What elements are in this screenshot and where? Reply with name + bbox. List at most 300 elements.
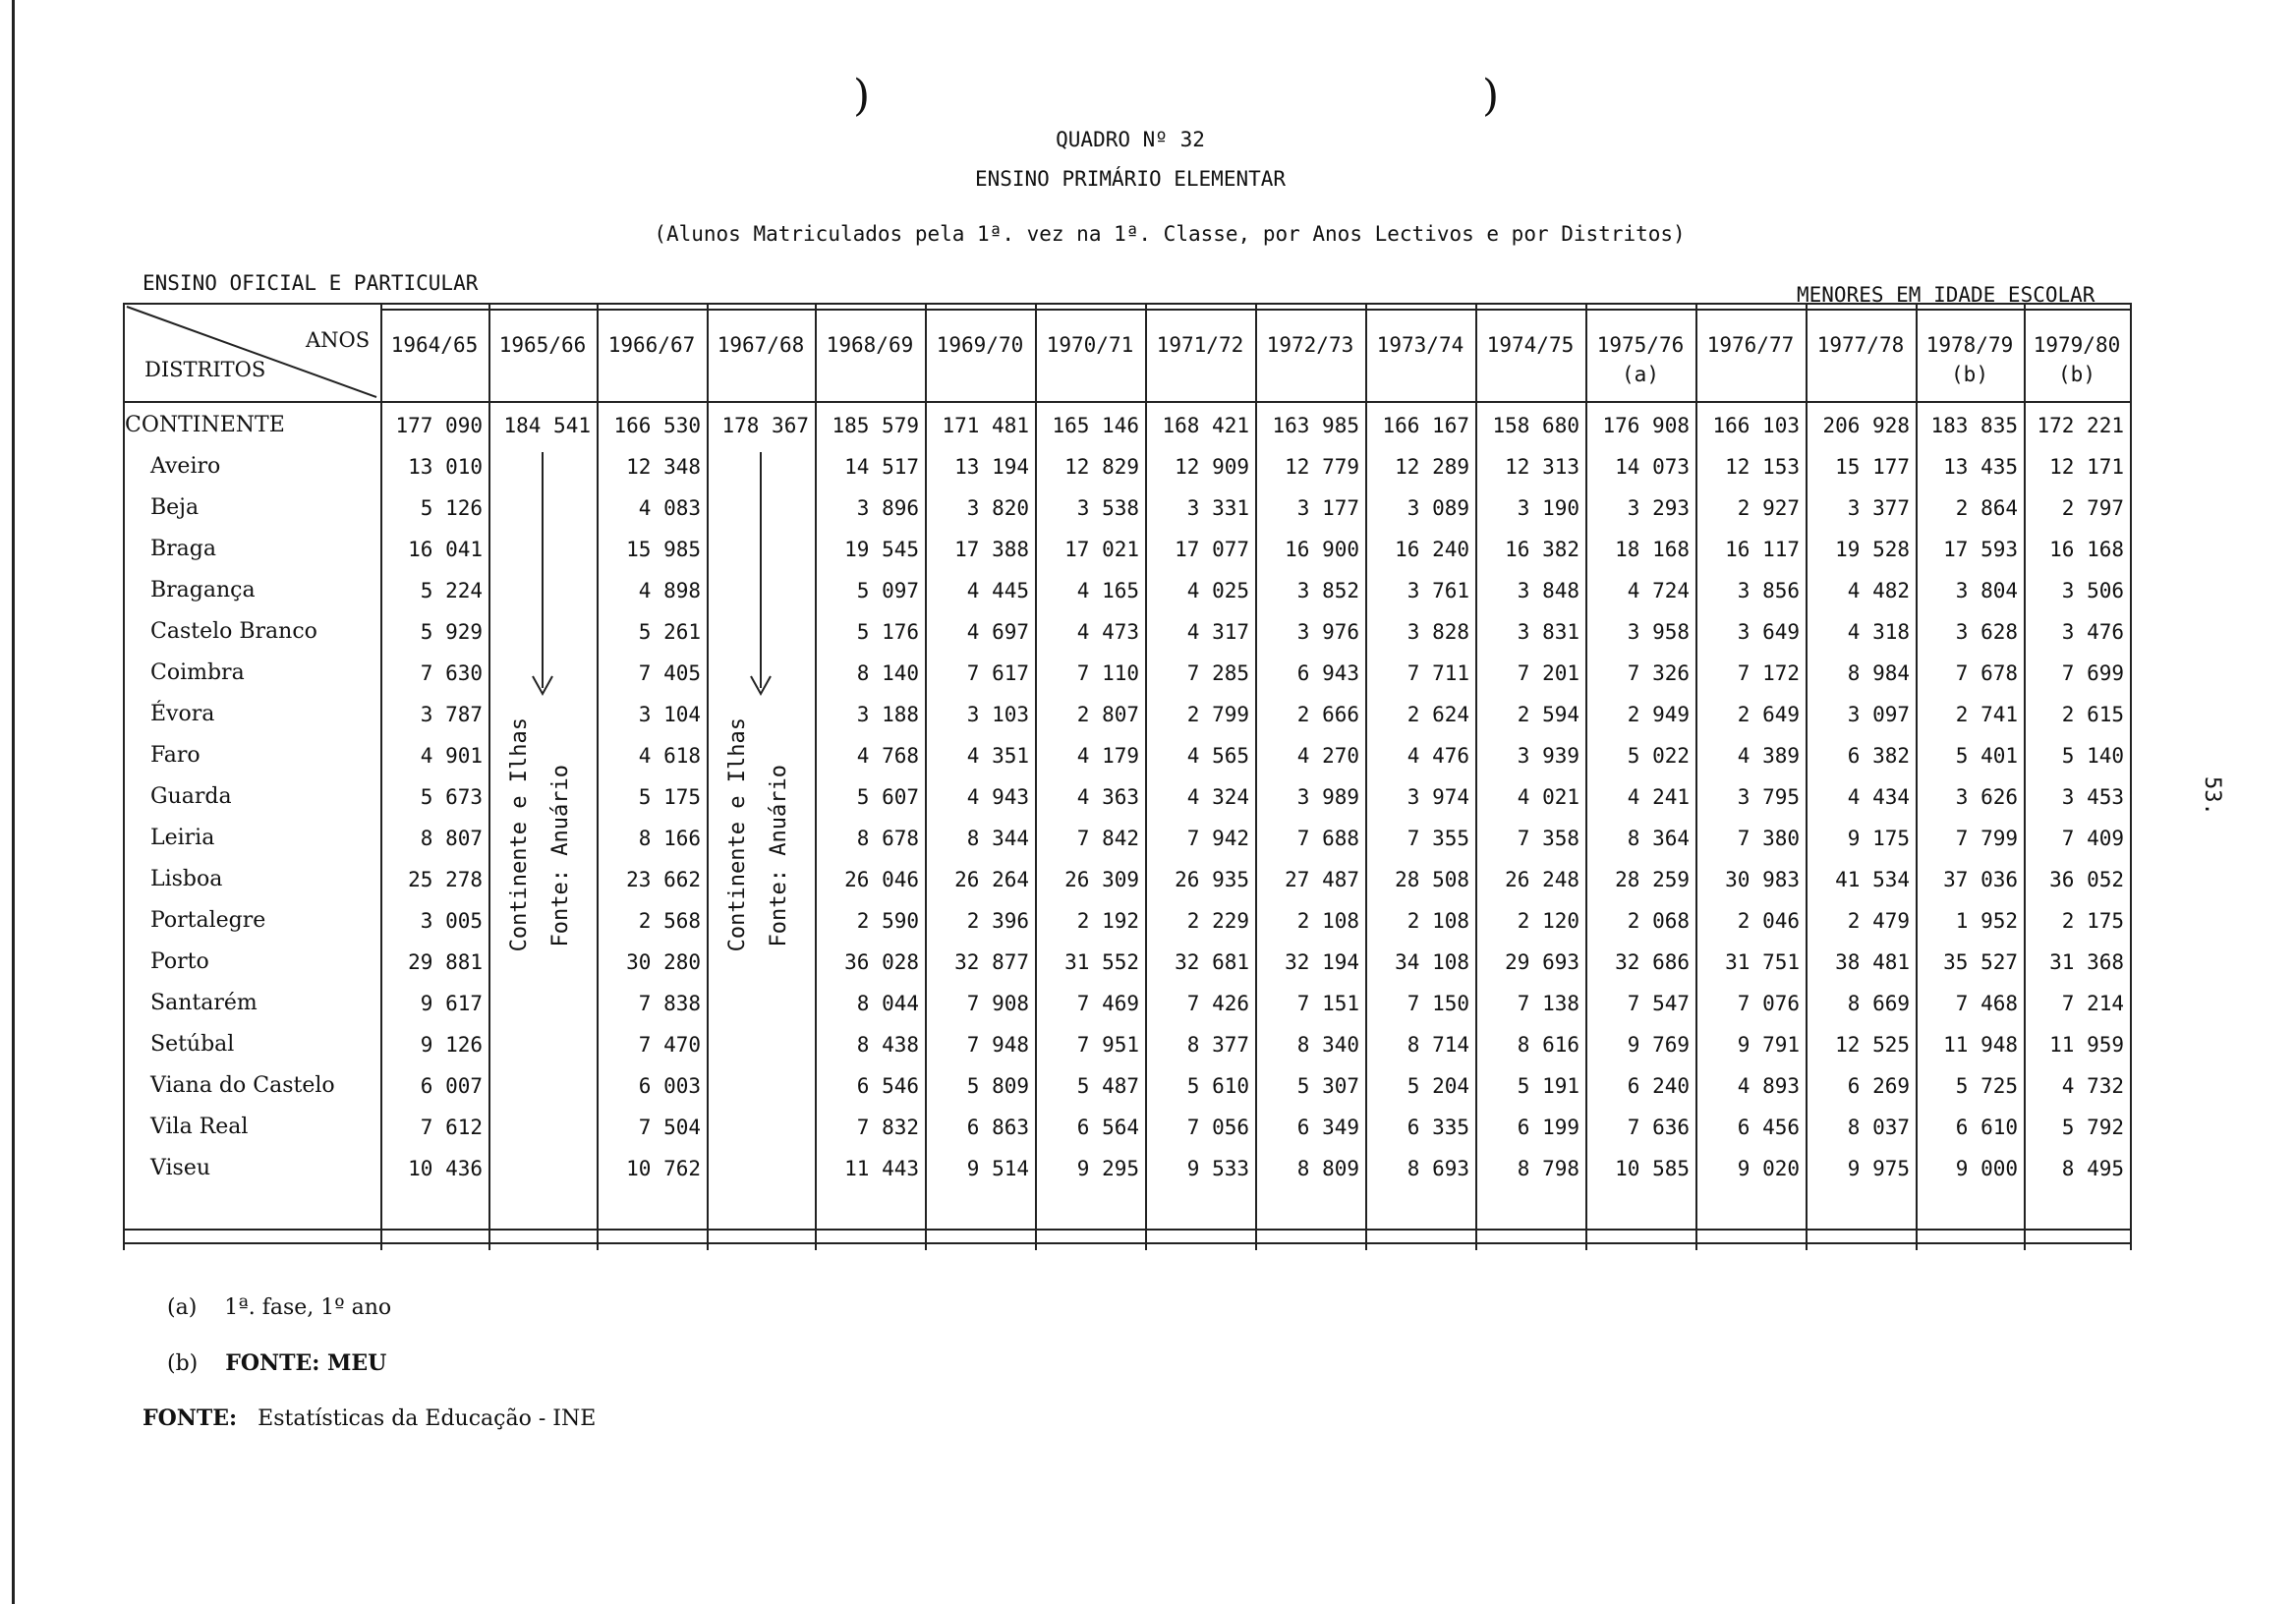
year-label: 1972/73	[1266, 333, 1354, 357]
table-cell: 3 097	[1847, 703, 1910, 726]
table-cell: 5 929	[420, 620, 483, 644]
table-cell: 7 547	[1627, 992, 1690, 1015]
table-cell: 7 214	[2061, 992, 2124, 1015]
table-cell: 12 289	[1395, 455, 1469, 479]
table-cell: 7 504	[638, 1116, 701, 1139]
total-row-label: CONTINENTE	[125, 413, 285, 437]
table-cell: 27 487	[1285, 868, 1359, 891]
table-cell: 16 117	[1725, 538, 1800, 561]
table-cell: 36 028	[844, 950, 919, 974]
vertical-note-coverage: Continente e Ilhas	[507, 717, 532, 952]
down-arrow-icon	[746, 452, 775, 698]
year-label: 1968/69	[826, 333, 914, 357]
table-cell: 2 479	[1847, 909, 1910, 933]
table-cell: 7 201	[1517, 661, 1579, 685]
district-name: Viana do Castelo	[150, 1073, 335, 1098]
table-cell: 32 686	[1615, 950, 1690, 974]
year-header	[1035, 330, 1145, 360]
table-cell: 26 935	[1175, 868, 1249, 891]
table-cell: 3 626	[1955, 785, 2018, 809]
table-cell: 3 506	[2061, 579, 2124, 602]
table-cell: 41 534	[1835, 868, 1910, 891]
table-cell: 9 020	[1737, 1157, 1800, 1180]
table-cell: 12 348	[626, 455, 701, 479]
table-row-rule	[123, 303, 2130, 305]
year-label: 1975/76	[1596, 333, 1685, 357]
table-cell: 6 335	[1406, 1116, 1469, 1139]
table-cell: 15 985	[626, 538, 701, 561]
table-cell: 3 896	[856, 496, 919, 520]
table-cell: 19 528	[1835, 538, 1910, 561]
table-cell: 5 176	[856, 620, 919, 644]
table-cell: 2 568	[638, 909, 701, 933]
table-cell: 28 508	[1395, 868, 1469, 891]
table-cell: 5 175	[638, 785, 701, 809]
year-label: 1964/65	[390, 333, 479, 357]
table-cell: 8 364	[1627, 827, 1690, 850]
vertical-note-source: Fonte: Anuário	[767, 765, 791, 947]
table-cell: 4 943	[966, 785, 1029, 809]
year-header	[1806, 330, 1916, 360]
table-cell: 16 900	[1285, 538, 1359, 561]
table-cell: 9 791	[1737, 1033, 1800, 1057]
corner-diagonal	[123, 303, 380, 401]
table-cell: 31 368	[2049, 950, 2124, 974]
enrollment-table	[123, 303, 2138, 1250]
table-cell: 17 388	[954, 538, 1029, 561]
scan-mark-left: )	[853, 71, 871, 121]
table-cell: 9 769	[1627, 1033, 1690, 1057]
footnote-a-mark: (a)	[167, 1295, 198, 1320]
corner-districts-label: DISTRITOS	[144, 358, 266, 381]
table-cell: 5 610	[1186, 1074, 1249, 1098]
table-cell: 8 807	[420, 827, 483, 850]
table-cell: 16 168	[2049, 538, 2124, 561]
table-cell: 10 436	[408, 1157, 483, 1180]
table-cell: 7 711	[1406, 661, 1469, 685]
year-label: 1973/74	[1376, 333, 1464, 357]
table-cell: 6 003	[638, 1074, 701, 1098]
table-cell: 6 269	[1847, 1074, 1910, 1098]
table-cell: 7 468	[1955, 992, 2018, 1015]
district-name: Beja	[150, 495, 200, 520]
table-cell: 4 434	[1847, 785, 1910, 809]
table-cell: 28 259	[1615, 868, 1690, 891]
table-cell: 2 649	[1737, 703, 1800, 726]
table-cell: 16 041	[408, 538, 483, 561]
table-cell: 10 585	[1615, 1157, 1690, 1180]
right-category-label: MENORES EM IDADE ESCOLAR	[1797, 283, 2095, 307]
table-cell: 3 476	[2061, 620, 2124, 644]
table-cell: 12 525	[1835, 1033, 1910, 1057]
table-cell: 2 615	[2061, 703, 2124, 726]
table-cell: 3 188	[856, 703, 919, 726]
table-cell: 13 010	[408, 455, 483, 479]
table-cell: 15 177	[1835, 455, 1910, 479]
table-cell: 16 240	[1395, 538, 1469, 561]
table-cell: 30 280	[626, 950, 701, 974]
table-cell: 13 194	[954, 455, 1029, 479]
table-cell: 4 893	[1737, 1074, 1800, 1098]
footnote-b-text: FONTE: MEU	[225, 1350, 387, 1376]
table-cell: 8 678	[856, 827, 919, 850]
table-cell: 7 678	[1955, 661, 2018, 685]
table-cell: 2 590	[856, 909, 919, 933]
footnote-b-mark: (b)	[167, 1351, 199, 1376]
table-cell: 4 732	[2061, 1074, 2124, 1098]
table-cell: 7 151	[1296, 992, 1359, 1015]
table-cell: 6 382	[1847, 744, 1910, 768]
year-header	[815, 330, 925, 360]
footnote-b	[167, 1350, 386, 1376]
table-cell: 6 863	[966, 1116, 1029, 1139]
table-cell: 14 517	[844, 455, 919, 479]
table-cell: 3 939	[1517, 744, 1579, 768]
table-cell: 8 140	[856, 661, 919, 685]
table-cell: 4 476	[1406, 744, 1469, 768]
district-name: Faro	[150, 743, 201, 768]
table-cell: 30 983	[1725, 868, 1800, 891]
table-cell: 6 546	[856, 1074, 919, 1098]
table-description: (Alunos Matriculados pela 1ª. vez na 1ª. Classe, por Anos Lectivos e por Distritos)	[654, 222, 1686, 246]
table-cell: 26 046	[844, 868, 919, 891]
table-cell: 5 140	[2061, 744, 2124, 768]
vertical-note-source: Fonte: Anuário	[548, 765, 573, 947]
table-cell: 8 044	[856, 992, 919, 1015]
table-cell: 3 761	[1406, 579, 1469, 602]
table-row-rule	[123, 401, 2130, 403]
table-cell: 7 409	[2061, 827, 2124, 850]
table-cell: 184 541	[503, 414, 591, 437]
table-cell: 7 842	[1076, 827, 1139, 850]
table-cell: 172 221	[2037, 414, 2124, 437]
table-cell: 4 165	[1076, 579, 1139, 602]
table-cell: 5 487	[1076, 1074, 1139, 1098]
year-label: 1977/78	[1816, 333, 1905, 357]
table-cell: 3 190	[1517, 496, 1579, 520]
table-row-rule	[380, 309, 2130, 311]
table-cell: 7 380	[1737, 827, 1800, 850]
table-cell: 3 453	[2061, 785, 2124, 809]
table-cell: 7 688	[1296, 827, 1359, 850]
source-note	[143, 1405, 596, 1431]
year-header	[707, 330, 815, 360]
year-label: 1966/67	[607, 333, 696, 357]
table-cell: 38 481	[1835, 950, 1910, 974]
year-header	[1475, 330, 1585, 360]
table-cell: 8 377	[1186, 1033, 1249, 1057]
table-cell: 2 594	[1517, 703, 1579, 726]
table-row-rule	[123, 1242, 2130, 1244]
table-cell: 7 470	[638, 1033, 701, 1057]
table-cell: 31 552	[1064, 950, 1139, 974]
table-cell: 3 828	[1406, 620, 1469, 644]
table-title: ENSINO PRIMÁRIO ELEMENTAR	[974, 167, 1287, 191]
page-number: 53.	[2200, 776, 2224, 816]
year-header	[1145, 330, 1255, 360]
table-cell: 2 120	[1517, 909, 1579, 933]
footnote-a	[167, 1295, 391, 1320]
year-footnote-mark: (a)	[1622, 363, 1659, 386]
table-cell: 34 108	[1395, 950, 1469, 974]
table-cell: 4 697	[966, 620, 1029, 644]
table-cell: 5 126	[420, 496, 483, 520]
table-column-rule	[2130, 303, 2132, 1250]
table-cell: 17 593	[1943, 538, 2018, 561]
table-cell: 8 166	[638, 827, 701, 850]
table-cell: 7 942	[1186, 827, 1249, 850]
table-cell: 3 177	[1296, 496, 1359, 520]
table-cell: 6 199	[1517, 1116, 1579, 1139]
left-category-label: ENSINO OFICIAL E PARTICULAR	[143, 271, 479, 295]
table-cell: 5 261	[638, 620, 701, 644]
table-cell: 9 617	[420, 992, 483, 1015]
table-cell: 11 948	[1943, 1033, 2018, 1057]
table-cell: 4 317	[1186, 620, 1249, 644]
table-cell: 4 025	[1186, 579, 1249, 602]
table-cell: 5 307	[1296, 1074, 1359, 1098]
table-cell: 8 037	[1847, 1116, 1910, 1139]
district-name: Coimbra	[150, 660, 245, 685]
table-cell: 6 007	[420, 1074, 483, 1098]
table-cell: 32 877	[954, 950, 1029, 974]
table-cell: 5 191	[1517, 1074, 1579, 1098]
table-cell: 8 693	[1406, 1157, 1469, 1180]
table-cell: 3 649	[1737, 620, 1800, 644]
district-name: Portalegre	[150, 908, 266, 933]
table-cell: 3 804	[1955, 579, 2018, 602]
footnote-a-text: 1ª. fase, 1º ano	[224, 1295, 392, 1320]
table-cell: 3 974	[1406, 785, 1469, 809]
table-cell: 7 285	[1186, 661, 1249, 685]
corner-years-label: ANOS	[306, 328, 371, 352]
vertical-note-coverage: Continente e Ilhas	[725, 717, 750, 952]
table-cell: 8 714	[1406, 1033, 1469, 1057]
source-text: Estatísticas da Educação - INE	[258, 1406, 597, 1431]
table-cell: 7 951	[1076, 1033, 1139, 1057]
table-cell: 3 989	[1296, 785, 1359, 809]
table-cell: 7 138	[1517, 992, 1579, 1015]
table-cell: 3 005	[420, 909, 483, 933]
table-cell: 5 607	[856, 785, 919, 809]
table-cell: 3 104	[638, 703, 701, 726]
year-header	[597, 330, 707, 360]
table-cell: 3 293	[1627, 496, 1690, 520]
table-cell: 3 628	[1955, 620, 2018, 644]
district-name: Santarém	[150, 991, 258, 1015]
table-cell: 7 405	[638, 661, 701, 685]
district-name: Aveiro	[150, 454, 221, 479]
table-cell: 7 056	[1186, 1116, 1249, 1139]
district-name: Porto	[150, 949, 209, 974]
table-cell: 4 389	[1737, 744, 1800, 768]
table-cell: 8 798	[1517, 1157, 1579, 1180]
table-cell: 178 367	[721, 414, 809, 437]
district-name: Braga	[150, 537, 216, 561]
table-cell: 2 666	[1296, 703, 1359, 726]
district-name: Viseu	[150, 1156, 211, 1180]
table-cell: 5 673	[420, 785, 483, 809]
table-cell: 158 680	[1492, 414, 1579, 437]
table-cell: 2 192	[1076, 909, 1139, 933]
table-cell: 7 469	[1076, 992, 1139, 1015]
year-footnote-mark: (b)	[1951, 363, 1988, 386]
table-cell: 3 852	[1296, 579, 1359, 602]
year-label: 1965/66	[498, 333, 587, 357]
year-label: 1979/80	[2033, 333, 2121, 357]
district-name: Bragança	[150, 578, 256, 602]
scan-mark-right: )	[1482, 71, 1500, 121]
table-cell: 4 618	[638, 744, 701, 768]
table-cell: 31 751	[1725, 950, 1800, 974]
table-cell: 9 000	[1955, 1157, 2018, 1180]
table-cell: 7 908	[966, 992, 1029, 1015]
district-name: Castelo Branco	[150, 619, 317, 644]
table-cell: 7 355	[1406, 827, 1469, 850]
table-cell: 13 435	[1943, 455, 2018, 479]
table-cell: 2 108	[1296, 909, 1359, 933]
table-cell: 3 787	[420, 703, 483, 726]
table-cell: 9 975	[1847, 1157, 1910, 1180]
table-cell: 17 077	[1175, 538, 1249, 561]
table-cell: 1 952	[1955, 909, 2018, 933]
year-footnote-mark: (b)	[2058, 363, 2095, 386]
table-cell: 4 482	[1847, 579, 1910, 602]
table-cell: 171 481	[942, 414, 1029, 437]
table-cell: 6 943	[1296, 661, 1359, 685]
year-header	[1695, 330, 1806, 360]
table-cell: 7 612	[420, 1116, 483, 1139]
table-cell: 7 630	[420, 661, 483, 685]
table-cell: 8 438	[856, 1033, 919, 1057]
table-cell: 4 241	[1627, 785, 1690, 809]
table-cell: 7 617	[966, 661, 1029, 685]
table-cell: 2 807	[1076, 703, 1139, 726]
table-cell: 8 344	[966, 827, 1029, 850]
table-cell: 3 820	[966, 496, 1029, 520]
table-cell: 7 426	[1186, 992, 1249, 1015]
table-cell: 12 909	[1175, 455, 1249, 479]
table-cell: 12 153	[1725, 455, 1800, 479]
table-number: QUADRO Nº 32	[1056, 128, 1205, 151]
year-label: 1967/68	[717, 333, 805, 357]
table-cell: 5 725	[1955, 1074, 2018, 1098]
table-cell: 6 564	[1076, 1116, 1139, 1139]
table-cell: 2 046	[1737, 909, 1800, 933]
table-cell: 5 809	[966, 1074, 1029, 1098]
year-label: 1970/71	[1046, 333, 1134, 357]
table-cell: 206 928	[1822, 414, 1910, 437]
table-cell: 9 126	[420, 1033, 483, 1057]
table-cell: 176 908	[1602, 414, 1690, 437]
table-cell: 185 579	[832, 414, 919, 437]
table-cell: 3 331	[1186, 496, 1249, 520]
table-cell: 29 693	[1505, 950, 1579, 974]
table-cell: 3 848	[1517, 579, 1579, 602]
table-cell: 3 831	[1517, 620, 1579, 644]
year-label: 1976/77	[1706, 333, 1795, 357]
table-cell: 8 809	[1296, 1157, 1359, 1180]
table-cell: 37 036	[1943, 868, 2018, 891]
year-header	[1585, 330, 1695, 389]
table-cell: 3 976	[1296, 620, 1359, 644]
table-cell: 4 351	[966, 744, 1029, 768]
table-cell: 16 382	[1505, 538, 1579, 561]
table-cell: 4 445	[966, 579, 1029, 602]
table-cell: 2 229	[1186, 909, 1249, 933]
table-cell: 3 856	[1737, 579, 1800, 602]
table-cell: 4 901	[420, 744, 483, 768]
table-cell: 4 270	[1296, 744, 1359, 768]
table-cell: 3 377	[1847, 496, 1910, 520]
district-name: Vila Real	[150, 1115, 249, 1139]
table-cell: 3 103	[966, 703, 1029, 726]
table-cell: 4 324	[1186, 785, 1249, 809]
district-name: Setúbal	[150, 1032, 235, 1057]
table-cell: 3 538	[1076, 496, 1139, 520]
year-header	[2024, 330, 2130, 389]
year-label: 1971/72	[1156, 333, 1244, 357]
table-cell: 35 527	[1943, 950, 2018, 974]
table-cell: 4 565	[1186, 744, 1249, 768]
table-cell: 25 278	[408, 868, 483, 891]
table-cell: 4 473	[1076, 620, 1139, 644]
table-cell: 4 318	[1847, 620, 1910, 644]
table-cell: 2 108	[1406, 909, 1469, 933]
table-cell: 7 110	[1076, 661, 1139, 685]
year-header	[1255, 330, 1365, 360]
table-cell: 3 958	[1627, 620, 1690, 644]
table-cell: 7 832	[856, 1116, 919, 1139]
table-cell: 4 363	[1076, 785, 1139, 809]
table-cell: 18 168	[1615, 538, 1690, 561]
table-cell: 177 090	[395, 414, 483, 437]
table-cell: 7 076	[1737, 992, 1800, 1015]
table-cell: 26 309	[1064, 868, 1139, 891]
table-cell: 166 530	[613, 414, 701, 437]
table-cell: 7 358	[1517, 827, 1579, 850]
table-cell: 23 662	[626, 868, 701, 891]
table-cell: 29 881	[408, 950, 483, 974]
table-cell: 5 204	[1406, 1074, 1469, 1098]
table-cell: 6 240	[1627, 1074, 1690, 1098]
table-cell: 9 175	[1847, 827, 1910, 850]
table-cell: 9 533	[1186, 1157, 1249, 1180]
table-cell: 8 984	[1847, 661, 1910, 685]
table-cell: 8 495	[2061, 1157, 2124, 1180]
table-cell: 5 224	[420, 579, 483, 602]
table-cell: 12 829	[1064, 455, 1139, 479]
table-cell: 2 624	[1406, 703, 1469, 726]
table-cell: 3 089	[1406, 496, 1469, 520]
table-cell: 6 349	[1296, 1116, 1359, 1139]
table-cell: 7 172	[1737, 661, 1800, 685]
table-cell: 6 610	[1955, 1116, 2018, 1139]
table-cell: 8 669	[1847, 992, 1910, 1015]
table-cell: 2 068	[1627, 909, 1690, 933]
table-cell: 2 741	[1955, 703, 2018, 726]
table-cell: 7 838	[638, 992, 701, 1015]
table-cell: 7 636	[1627, 1116, 1690, 1139]
table-cell: 168 421	[1162, 414, 1249, 437]
table-cell: 12 779	[1285, 455, 1359, 479]
table-cell: 12 171	[2049, 455, 2124, 479]
district-name: Guarda	[150, 784, 232, 809]
table-cell: 17 021	[1064, 538, 1139, 561]
source-label: FONTE:	[143, 1405, 238, 1431]
table-cell: 14 073	[1615, 455, 1690, 479]
table-cell: 2 797	[2061, 496, 2124, 520]
